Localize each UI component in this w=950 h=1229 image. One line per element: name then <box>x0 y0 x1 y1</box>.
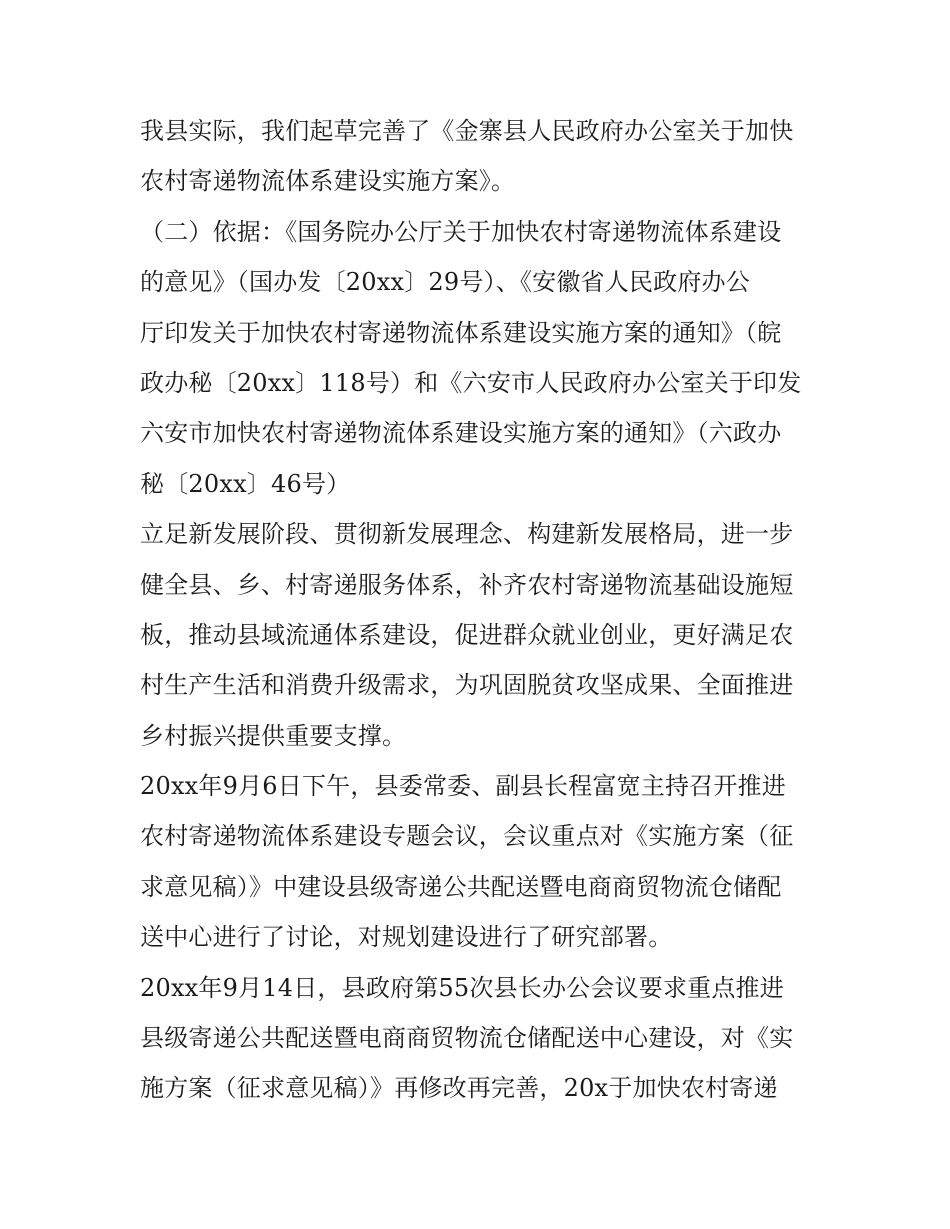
text-line: 求意见稿）》中建设县级寄递公共配送暨电商商贸物流仓储配 <box>140 872 782 901</box>
text-line: （二）依据：《国务院办公厅关于加快农村寄递物流体系建设 <box>140 217 782 246</box>
text-line: 村生产生活和消费升级需求，为巩固脱贫攻坚成果、全面推进 <box>140 671 794 700</box>
text-line: 健全县、乡、村寄递服务体系，补齐农村寄递物流基础设施短 <box>140 570 794 599</box>
text-line: 立足新发展阶段、贯彻新发展理念、构建新发展格局，进一步 <box>140 520 794 549</box>
text-line: 我县实际，我们起草完善了《金寨县人民政府办公室关于加快 <box>140 117 794 145</box>
text-line: 县级寄递公共配送暨电商商贸物流仓储配送中心建设，对《实 <box>140 1024 794 1053</box>
text-line: 厅印发关于加快农村寄递物流体系建设实施方案的通知》（皖 <box>140 318 782 347</box>
text-line: 农村寄递物流体系建设专题会议，会议重点对《实施方案（征 <box>140 822 794 851</box>
text-line: 板，推动县域流通体系建设，促进群众就业创业，更好满足农 <box>140 620 794 649</box>
text-line: 六安市加快农村寄递物流体系建设实施方案的通知》（六政办 <box>140 419 782 448</box>
text-line: 施方案（征求意见稿）》再修改再完善，20x于加快农村寄递 <box>140 1074 778 1103</box>
text-line: 20xx年9月14日，县政府第55次县长办公会议要求重点推进 <box>140 973 784 1002</box>
text-line: 乡村振兴提供重要支撑。 <box>140 721 407 750</box>
document-body <box>140 106 820 1114</box>
text-line: 秘〔20xx〕46号） <box>140 469 351 498</box>
text-line: 政办秘〔20xx〕118号）和《六安市人民政府办公室关于印发 <box>140 368 802 397</box>
text-line: 农村寄递物流体系建设实施方案》。 <box>140 167 516 196</box>
text-line: 送中心进行了讨论，对规划建设进行了研究部署。 <box>140 923 673 952</box>
text-line: 的意见》（国办发〔20xx〕29号）、《安徽省人民政府办公 <box>140 268 750 297</box>
text-line: 20xx年9月6日下午，县委常委、副县长程富宽主持召开推进 <box>140 772 786 801</box>
